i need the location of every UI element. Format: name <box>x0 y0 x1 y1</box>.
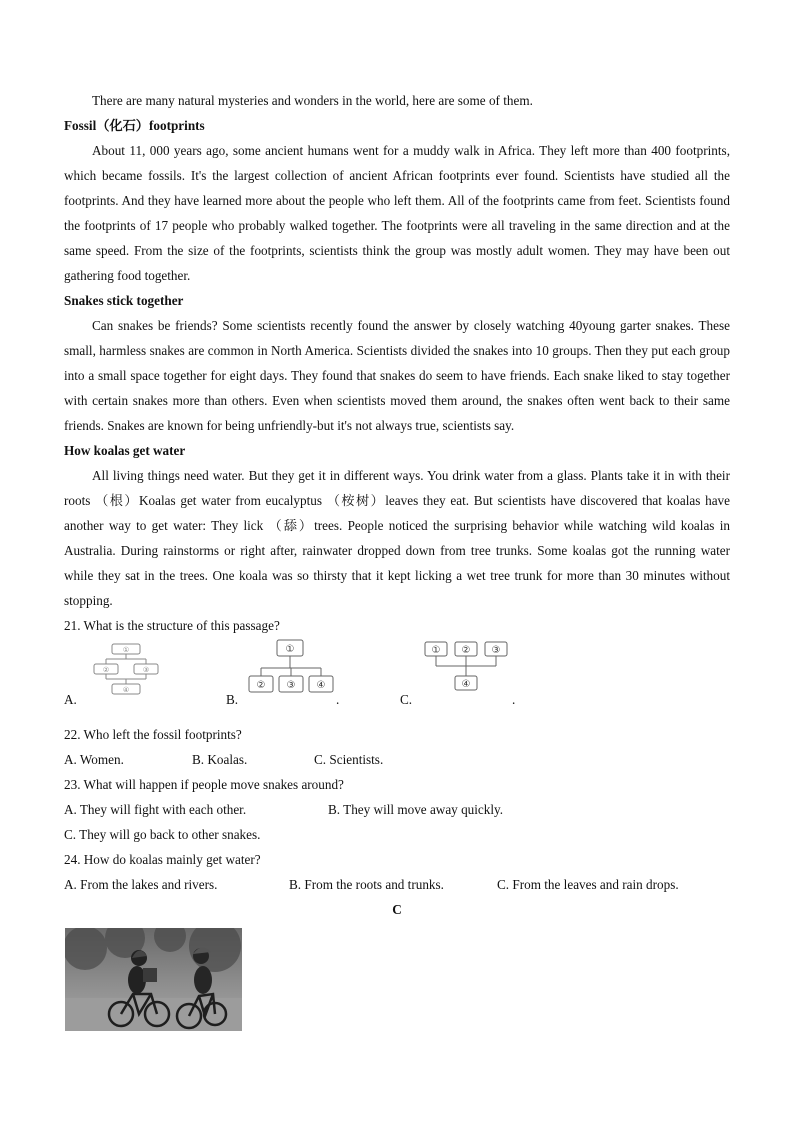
option-b-label[interactable]: B. <box>226 692 239 707</box>
question-22-options <box>64 747 730 772</box>
question-21: 21. What is the structure of this passage? <box>64 618 280 633</box>
document-page <box>64 88 730 922</box>
q22-option-a[interactable]: A. Women. <box>64 752 124 767</box>
section-body-koalas: All living things need water. But they get it in different ways. You drink water from a glass. Plants take it in with their roots （根）Koalas get water from eucalyptus （桉树）leaves they eat. But scientists have discovered that koalas have another way to get water: They lick （舔）trees. People noticed the surprising behavior while watching wild koalas in Australia. During rainstorms or right after, rainwater dropped down from tree trunks. Some koalas got the running water while they sat in the trees. One koala was so thirsty that it kept licking a wet tree trunk for more than 30 minutes without stopping. <box>64 468 730 608</box>
structure-diagram-c <box>422 640 514 696</box>
structure-diagram-a <box>88 642 168 698</box>
option-c-label[interactable]: C. <box>400 692 413 707</box>
diagram-a-node-3: ③ <box>142 666 150 674</box>
question-24: 24. How do koalas mainly get water? <box>64 852 261 867</box>
diagram-c-node-3: ③ <box>491 645 501 656</box>
section-heading-koalas: How koalas get water <box>64 443 186 458</box>
q22-option-b[interactable]: B. Koalas. <box>192 752 248 767</box>
question-24-options <box>64 872 730 897</box>
diagram-a-node-1: ① <box>122 646 130 654</box>
structure-diagram-b <box>246 638 342 694</box>
section-c-heading: C <box>392 902 402 917</box>
question-23: 23. What will happen if people move snakes around? <box>64 777 344 792</box>
diagram-c-node-4: ④ <box>461 679 471 690</box>
option-a-label[interactable]: A. <box>64 692 77 707</box>
diagram-b-node-4: ④ <box>316 680 326 691</box>
q23-option-b[interactable]: B. They will move away quickly. <box>328 802 504 817</box>
question-22: 22. Who left the fossil footprints? <box>64 727 242 742</box>
cycling-children-photo <box>65 928 242 1031</box>
section-heading-snakes: Snakes stick together <box>64 293 184 308</box>
question-23-options-row2 <box>64 822 730 847</box>
diagram-a-node-2: ② <box>102 666 110 674</box>
structure-diagrams <box>64 638 730 722</box>
diagram-c-node-1: ① <box>431 645 441 656</box>
q22-option-c[interactable]: C. Scientists. <box>314 752 384 767</box>
diagram-a-node-4: ④ <box>122 686 130 694</box>
diagram-b-node-3: ③ <box>286 680 296 691</box>
option-b-dot: . <box>336 692 340 707</box>
question-23-options <box>64 797 730 822</box>
q24-option-c[interactable]: C. From the leaves and rain drops. <box>497 877 679 892</box>
section-body-snakes: Can snakes be friends? Some scientists recently found the answer by closely watching 40young garter snakes. These small, harmless snakes are common in North America. Scientists divided the snakes into 10 groups. Then they put each group into a small space together for eight days. They found that snakes do seem to have friends. Each snake liked to stay together with certain snakes more than others. Even when scientists moved them around, the snakes often went back to their same friends. Snakes are known for being unfriendly-but it's not always true, scientists say. <box>64 318 730 433</box>
q24-option-a[interactable]: A. From the lakes and rivers. <box>64 877 218 892</box>
diagram-b-node-1: ① <box>285 644 295 655</box>
q23-option-c[interactable]: C. They will go back to other snakes. <box>64 827 261 842</box>
intro-text: There are many natural mysteries and wonders in the world, here are some of them. <box>92 93 533 108</box>
q24-option-b[interactable]: B. From the roots and trunks. <box>289 877 444 892</box>
section-heading-fossil: Fossil（化石）footprints <box>64 118 205 133</box>
diagram-c-node-2: ② <box>461 645 471 656</box>
section-body-fossil: About 11, 000 years ago, some ancient humans went for a muddy walk in Africa. They left more than 400 footprints, which became fossils. It's the largest collection of ancient African footprints ever found. Scientists have studied all the footprints. And they have learned more about the people who left them. All of the footprints came from feet. Scientists found the footprints of 17 people who probably walked together. The footprints were all traveling in the same direction and at the same speed. From the size of the footprints, scientists think the group was mostly adult women. They may have been out gathering food together. <box>64 143 730 283</box>
q23-option-a[interactable]: A. They will fight with each other. <box>64 802 247 817</box>
option-c-dot: . <box>512 692 516 707</box>
diagram-b-node-2: ② <box>256 680 266 691</box>
